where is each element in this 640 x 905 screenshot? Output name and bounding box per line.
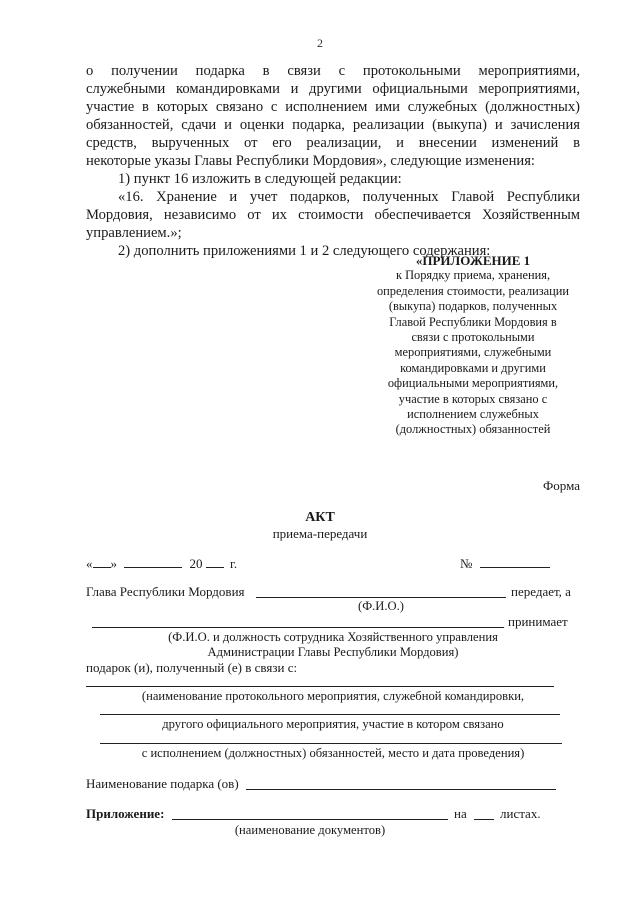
gift-name-field[interactable]	[246, 789, 556, 790]
appendix-heading: «ПРИЛОЖЕНИЕ 1	[415, 253, 531, 268]
event-field-2[interactable]	[100, 714, 560, 715]
gift-received-label: подарок (и), полученный (е) в связи с:	[86, 660, 298, 675]
paragraph-line: участие в которых связано с исполнением ими служебных (должностных)	[86, 99, 580, 115]
accepts-label: принимает	[508, 614, 568, 629]
paragraph-line: средств, вырученных от его реализации, и внесении изменений в	[86, 135, 580, 151]
appendix-line: исполнением служебных	[407, 407, 539, 422]
paragraph-line: о получении подарка в связи с протокольными мероприятиями,	[86, 63, 580, 79]
act-number: №	[460, 555, 550, 572]
appendix-line: связи с протокольными	[411, 330, 535, 345]
list-item-1: 1) пункт 16 изложить в следующей редакции:	[118, 171, 402, 187]
page-number: 2	[317, 36, 323, 50]
employee-caption: (Ф.И.О. и должность сотрудника Хозяйственного управления	[168, 630, 498, 644]
paragraph-line: обязанностей, сдачи и оценки подарка, реализации (выкупа) и зачисления	[86, 117, 580, 133]
event-caption: другого официального мероприятия, участие в котором связано	[162, 717, 504, 731]
quote-line: Мордовия, независимо от их стоимости обеспечивается Хозяйственным	[86, 207, 580, 223]
transfers-label: передает, а	[511, 584, 571, 599]
employee-caption: Администрации Главы Республики Мордовия)	[207, 645, 459, 659]
employee-field[interactable]	[92, 627, 504, 628]
paragraph-line: некоторые указы Главы Республики Мордовия», следующие изменения:	[86, 153, 535, 169]
documents-caption: (наименование документов)	[234, 823, 386, 837]
quote-line: «16. Хранение и учет подарков, полученных Главой Республики	[118, 189, 580, 205]
event-caption: с исполнением (должностных) обязанностей, место и дата проведения)	[141, 746, 525, 760]
sheets-label: листах.	[500, 806, 541, 821]
act-title: АКТ	[305, 510, 335, 525]
fio-caption: (Ф.И.О.)	[358, 599, 404, 613]
appendix-line: определения стоимости, реализации	[376, 283, 570, 298]
event-field-1[interactable]	[86, 686, 554, 687]
appendix-line: Главой Республики Мордовия в	[389, 314, 557, 329]
body-text	[86, 62, 580, 260]
sheets-count-field[interactable]	[474, 819, 494, 820]
list-item-2: 2) дополнить приложениями 1 и 2 следующего содержания:	[118, 243, 491, 259]
gift-name-label: Наименование подарка (ов)	[86, 776, 239, 791]
on-label: на	[454, 806, 467, 821]
month-field[interactable]	[124, 555, 182, 568]
appendix-line: (должностных) обязанностей	[395, 422, 551, 437]
appendix-line: (выкупа) подарков, полученных	[388, 299, 558, 314]
event-caption: (наименование протокольного мероприятия, служебной командировки,	[141, 689, 525, 703]
day-field[interactable]	[93, 555, 111, 568]
year-field[interactable]	[206, 555, 224, 568]
head-fio-field[interactable]	[256, 597, 506, 598]
appendix-line: мероприятиями, служебными	[394, 345, 552, 360]
act-number-field[interactable]	[480, 555, 550, 568]
head-label: Глава Республики Мордовия	[86, 584, 245, 599]
act-subtitle: приема-передачи	[272, 526, 368, 541]
quote-line: управлением.»;	[86, 225, 182, 241]
appendix-block	[362, 253, 584, 438]
appendix-line: командировками и другими	[400, 360, 546, 375]
appendix-line: участие в которых связано с	[398, 391, 548, 406]
attachment-field[interactable]	[172, 819, 448, 820]
event-field-3[interactable]	[100, 743, 562, 744]
paragraph-line: служебными командировками и другими официальными мероприятиями,	[86, 81, 580, 97]
date-row: « » 20 г.	[86, 556, 238, 571]
appendix-line: к Порядку приема, хранения,	[395, 268, 551, 283]
form-label: Форма	[543, 478, 580, 493]
appendix-line: официальными мероприятиями,	[387, 376, 559, 391]
attachment-label: Приложение:	[86, 806, 165, 821]
